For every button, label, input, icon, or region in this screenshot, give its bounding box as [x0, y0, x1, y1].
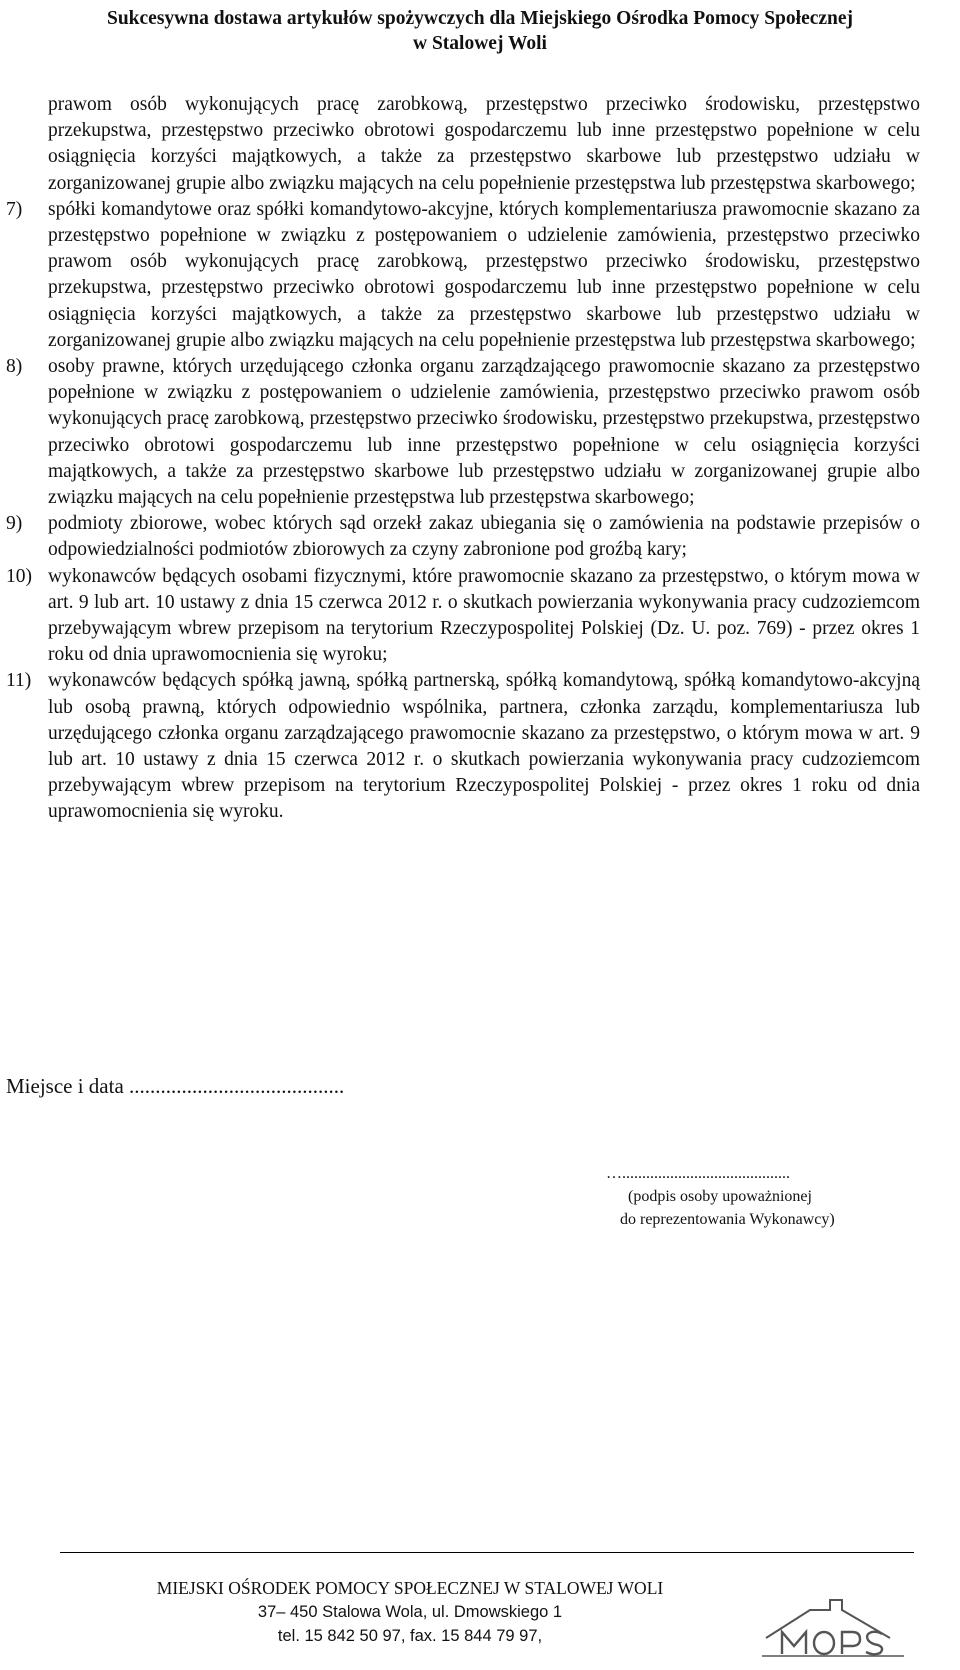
footer-phone: tel. 15 842 50 97, fax. 15 844 79 97, — [277, 1627, 543, 1645]
footer-organization: MIEJSKI OŚRODEK POMOCY SPOŁECZNEJ W STALOWEJ WOLI — [156, 1578, 664, 1598]
list-item-text: wykonawców będących spółką jawną, spółką partnerską, spółką komandytową, spółką komandytowo-akcyjną lub osobą prawną, których odpowiednio wspólnika, partnera, członka zarządu, komplementariusza lub urzędującego członka organu zarządzającego prawomocnie skazano za przestępstwo, o którym mowa w art. 9 lub art. 10 ustawy z dnia 15 czerwca 2012 r. o skutkach powierzania wykonywania pracy cudzoziemcom przebywającym wbrew przepisom na terytorium Rzeczypospolitej Polskiej - przez okres 1 roku od dnia uprawomocnienia się wyroku. — [48, 670, 920, 823]
list-item-text: spółki komandytowe oraz spółki komandytowo-akcyjne, których komplementariusza prawomocnie skazano za przestępstwo popełnione w związku z postępowaniem o udzielenie zamówienia, przestępstwo przeciwko prawom osób wykonujących pracę zarobkową, przestępstwo przeciwko środowisku, przestępstwo przekupstwa, przestępstwo przeciwko obrotowi gospodarczemu lub inne przestępstwo popełnione w celu osiągnięcia korzyści majątkowych, a także za przestępstwo skarbowe lub przestępstwo udziału w zorganizowanej grupie albo związku mających na celu popełnienie przestępstwa lub przestępstwa skarbowego; — [48, 198, 920, 351]
mops-logo-graphic — [758, 1598, 908, 1658]
document-header — [0, 6, 960, 56]
signature-block — [600, 1162, 900, 1231]
mops-logo-icon — [758, 1598, 908, 1658]
list-item-number: 10) — [6, 565, 32, 587]
header-title-line-2: w Stalowej Woli — [413, 33, 547, 54]
signature-caption-line-2: do reprezentowania Wykonawcy) — [620, 1211, 835, 1228]
page-footer — [0, 1576, 820, 1648]
list-item-8 — [0, 354, 920, 511]
place-and-date-field: Miejsce i data ......................................... — [6, 1074, 345, 1098]
list-item-7 — [0, 197, 920, 354]
document-body — [0, 92, 960, 826]
list-item-number: 8) — [6, 356, 23, 378]
list-item-10 — [0, 564, 920, 669]
signature-line: ….......................................... — [606, 1165, 790, 1182]
list-item-number: 11) — [6, 670, 32, 692]
signature-caption-line-1: (podpis osoby upoważnionej — [628, 1188, 812, 1205]
list-item-text: podmioty zbiorowe, wobec których sąd orzekł zakaz ubiegania się o zamówienia na podstawie przepisów o odpowiedzialności podmiotów zbiorowych za czyny zabronione pod groźbą kary; — [48, 513, 920, 561]
footer-divider — [60, 1552, 914, 1553]
list-item-text: osoby prawne, których urzędującego członka organu zarządzającego prawomocnie skazano za przestępstwo popełnione w związku z postępowaniem o udzielenie zamówienia, przestępstwo przeciwko prawom osób wykonujących pracę zarobkową, przestępstwo przeciwko środowisku, przestępstwo przekupstwa, przestępstwo przeciwko obrotowi gospodarczemu lub inne przestępstwo popełnione w celu osiągnięcia korzyści majątkowych, a także za przestępstwo skarbowe lub przestępstwo udziału w zorganizowanej grupie albo związku mających na celu popełnienie przestępstwa lub przestępstwa skarbowego; — [48, 356, 920, 509]
list-item-number: 7) — [6, 198, 23, 220]
list-item-11 — [0, 668, 920, 825]
footer-address: 37– 450 Stalowa Wola, ul. Dmowskiego 1 — [257, 1603, 563, 1621]
list-item-number: 9) — [6, 513, 23, 535]
continued-paragraph: prawom osób wykonujących pracę zarobkową, przestępstwo przeciwko środowisku, przestępstwo przekupstwa, przestępstwo przeciwko obrotowi gospodarczemu lub inne przestępstwo popełnione w celu osiągnięcia korzyści majątkowych, a także za przestępstwo skarbowe lub przestępstwo udziału w zorganizowanej grupie albo związku mających na celu popełnienie przestępstwa lub przestępstwa skarbowego; — [48, 94, 920, 194]
header-title-line-1: Sukcesywna dostawa artykułów spożywczych dla Miejskiego Ośrodka Pomocy Społecznej — [106, 8, 854, 29]
list-item-text: wykonawców będących osobami fizycznymi, które prawomocnie skazano za przestępstwo, o którym mowa w art. 9 lub art. 10 ustawy z dnia 15 czerwca 2012 r. o skutkach powierzania wykonywania pracy cudzoziemcom przebywającym wbrew przepisom na terytorium Rzeczypospolitej Polskiej (Dz. U. poz. 769) - przez okres 1 roku od dnia uprawomocnienia się wyroku; — [48, 565, 920, 666]
list-item-9 — [0, 511, 920, 563]
